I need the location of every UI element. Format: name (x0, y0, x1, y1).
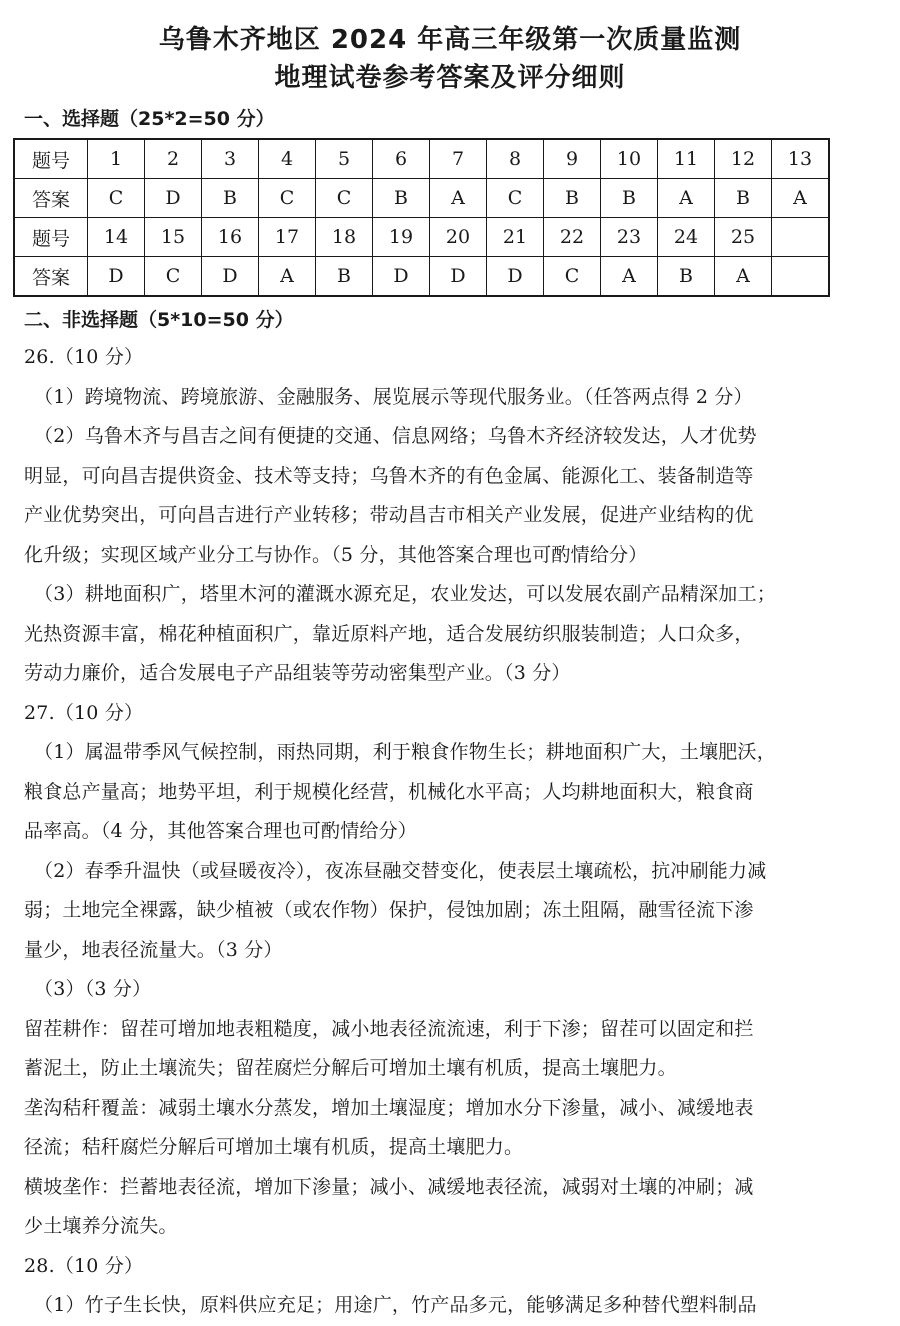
row-label: 答案 (14, 179, 88, 218)
question-number: 3 (202, 139, 259, 179)
question-number: 19 (373, 218, 430, 257)
answer-cell: B (373, 179, 430, 218)
question-27-heading: 27.（10 分） (24, 701, 144, 724)
question-number: 22 (544, 218, 601, 257)
question-number: 15 (145, 218, 202, 257)
section1-heading: 一、选择题（25*2=50 分） (24, 108, 275, 130)
answer-cell: D (430, 257, 487, 297)
question-number: 1 (88, 139, 145, 179)
empty-cell (772, 218, 830, 257)
answer-cell: A (259, 257, 316, 297)
question-number: 9 (544, 139, 601, 179)
q26-part2: （2）乌鲁木齐与昌吉之间有便捷的交通、信息网络；乌鲁木齐经济较发达，人才优势 (34, 425, 757, 447)
q26-part3: （3）耕地面积广，塔里木河的灌溉水源充足，农业发达，可以发展农副产品精深加工； (34, 583, 776, 605)
q26-part2-cont: 明显，可向昌吉提供资金、技术等支持；乌鲁木齐的有色金属、能源化工、装备制造等 (24, 464, 754, 487)
table-row-numbers-1 (14, 139, 829, 179)
question-28-heading: 28.（10 分） (24, 1254, 144, 1277)
answer-cell: C (259, 179, 316, 218)
table-row-numbers-2 (14, 218, 829, 257)
question-number: 16 (202, 218, 259, 257)
q27-part2-cont: 弱；土地完全裸露，缺少植被（或农作物）保护，侵蚀加剧；冻土阻隔，融雪径流下渗 (24, 899, 754, 921)
q27-part2: （2）春季升温快（或昼暖夜冷），夜冻昼融交替变化，使表层土壤疏松，抗冲刷能力减 (34, 859, 767, 882)
answer-cell: A (772, 179, 830, 218)
question-number: 11 (658, 139, 715, 179)
q26-part3-cont: 劳动力廉价，适合发展电子产品组装等劳动密集型产业。（3 分） (24, 662, 571, 684)
q28-part1: （1）竹子生长快，原料供应充足；用途广，竹产品多元，能够满足多种替代塑料制品 (34, 1294, 757, 1316)
answer-cell: B (316, 257, 373, 297)
question-number: 24 (658, 218, 715, 257)
answer-body (24, 338, 874, 1326)
q27-part1-cont: 品率高。（4 分，其他答案合理也可酌情给分） (24, 820, 418, 842)
question-26-heading: 26.（10 分） (24, 346, 144, 368)
answer-cell: B (202, 179, 259, 218)
q27-part3-straw-cont: 径流；秸秆腐烂分解后可增加土壤有机质，提高土壤肥力。 (24, 1136, 524, 1158)
answer-cell: A (715, 257, 772, 297)
q27-part1: （1）属温带季风气候控制，雨热同期，利于粮食作物生长；耕地面积广大，土壤肥沃， (34, 741, 776, 763)
question-number: 23 (601, 218, 658, 257)
table-row-answers-1 (14, 179, 829, 218)
q27-part3: （3）（3 分） (34, 978, 152, 1000)
answer-cell: D (145, 179, 202, 218)
table-row-answers-2 (14, 257, 829, 297)
question-number: 21 (487, 218, 544, 257)
answer-cell: C (88, 179, 145, 218)
answer-cell: D (202, 257, 259, 297)
answer-cell: C (487, 179, 544, 218)
q27-part3-stubble-cont: 蓄泥土，防止土壤流失；留茬腐烂分解后可增加土壤有机质，提高土壤肥力。 (24, 1057, 677, 1079)
question-number: 13 (772, 139, 830, 179)
question-number: 20 (430, 218, 487, 257)
row-label: 题号 (14, 218, 88, 257)
answer-table (13, 138, 830, 297)
answer-cell: C (145, 257, 202, 297)
row-label: 答案 (14, 257, 88, 297)
question-number: 18 (316, 218, 373, 257)
document-title-line2: 地理试卷参考答案及评分细则 (274, 63, 626, 93)
q27-part1-cont: 粮食总产量高；地势平坦，利于规模化经营，机械化水平高；人均耕地面积大，粮食商 (24, 780, 754, 803)
section2-heading: 二、非选择题（5*10=50 分） (24, 309, 294, 331)
q27-part3-stubble: 留茬耕作：留茬可增加地表粗糙度，减小地表径流流速，利于下渗；留茬可以固定和拦 (24, 1017, 754, 1040)
answer-cell: B (601, 179, 658, 218)
q26-part3-cont: 光热资源丰富，棉花种植面积广，靠近原料产地，适合发展纺织服装制造；人口众多， (24, 622, 754, 645)
question-number: 6 (373, 139, 430, 179)
answer-cell: A (601, 257, 658, 297)
answer-cell: B (544, 179, 601, 218)
question-number: 10 (601, 139, 658, 179)
answer-cell: C (544, 257, 601, 297)
document-title-line1: 乌鲁木齐地区 2024 年高三年级第一次质量监测 (158, 25, 742, 55)
answer-cell: B (658, 257, 715, 297)
answer-cell: C (316, 179, 373, 218)
question-number: 12 (715, 139, 772, 179)
row-label: 题号 (14, 139, 88, 179)
question-number: 2 (145, 139, 202, 179)
answer-cell: D (88, 257, 145, 297)
question-number: 7 (430, 139, 487, 179)
answer-cell: A (658, 179, 715, 218)
q27-part3-contour-cont: 少土壤养分流失。 (24, 1215, 178, 1237)
q27-part2-cont: 量少，地表径流量大。（3 分） (24, 938, 283, 961)
answer-cell: D (487, 257, 544, 297)
answer-cell: B (715, 179, 772, 218)
q26-part2-cont: 产业优势突出，可向昌吉进行产业转移；带动昌吉市相关产业发展，促进产业结构的优 (24, 504, 754, 526)
answer-cell: A (430, 179, 487, 218)
question-number: 5 (316, 139, 373, 179)
empty-cell (772, 257, 830, 297)
answer-cell: D (373, 257, 430, 297)
q27-part3-straw: 垄沟秸秆覆盖：减弱土壤水分蒸发，增加土壤湿度；增加水分下渗量，减小、减缓地表 (24, 1096, 754, 1119)
q26-part2-cont: 化升级；实现区域产业分工与协作。（5 分，其他答案合理也可酌情给分） (24, 543, 648, 566)
question-number: 14 (88, 218, 145, 257)
question-number: 8 (487, 139, 544, 179)
question-number: 25 (715, 218, 772, 257)
question-number: 4 (259, 139, 316, 179)
q26-part1: （1）跨境物流、跨境旅游、金融服务、展览展示等现代服务业。（任答两点得 2 分） (34, 385, 753, 408)
question-number: 17 (259, 218, 316, 257)
q27-part3-contour: 横坡垄作：拦蓄地表径流，增加下渗量；减小、减缓地表径流，减弱对土壤的冲刷；减 (24, 1175, 754, 1198)
